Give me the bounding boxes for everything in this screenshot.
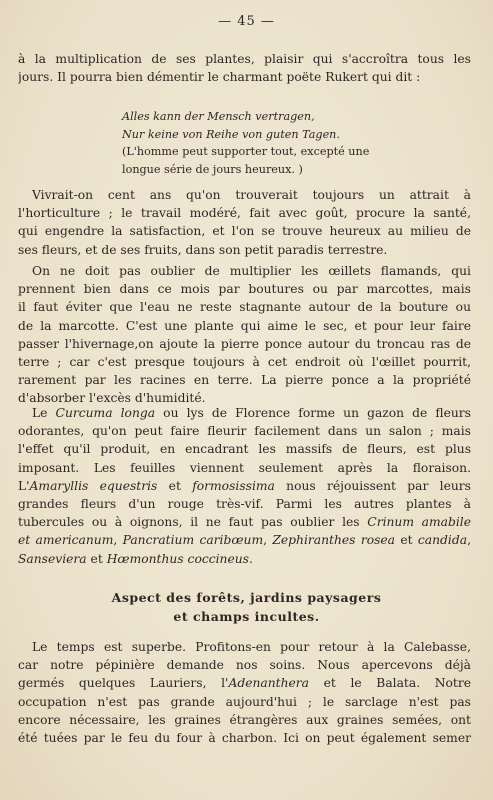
text-line: imposant. Les feuilles viennent seulement après la floraison. xyxy=(18,460,471,475)
text-line: ses fleurs, et de ses fruits, dans son petit paradis terrestre. xyxy=(18,242,388,257)
text-line: prennent bien dans ce mois par boutures ou par marcottes, mais xyxy=(18,282,471,297)
paragraph-calebasse xyxy=(18,638,471,747)
text-line: L'Amaryllis equestris et formosissima nous réjouissent par leurs xyxy=(18,478,471,493)
quote-line: Nur keine von Reihe von guten Tagen. xyxy=(122,127,340,141)
text-line: rarement par les racines en terre. La pierre ponce a la propriété xyxy=(18,373,471,388)
heading-line: Aspect des forêts, jardins paysagers xyxy=(111,590,382,605)
text-line: été tuées par le feu du four à charbon. Ici on peut également semer xyxy=(18,731,471,746)
text-line: encore nécessaire, les graines étrangères aux graines semées, ont xyxy=(18,712,471,727)
text-line: odorantes, qu'on peut faire fleurir facilement dans un salon ; mais xyxy=(18,424,471,439)
heading-line: et champs incultes. xyxy=(173,609,320,624)
text-line: l'effet qu'il produit, en encadrant les massifs de fleurs, est plus xyxy=(18,442,471,457)
text-line: tubercules ou à oignons, il ne faut pas oublier les Crinum amabile xyxy=(18,515,471,530)
paragraph-oeillets xyxy=(18,262,471,408)
text-line: Le Curcuma longa ou lys de Florence forme un gazon de fleurs xyxy=(32,406,471,420)
text-line: d'absorber l'excès d'humidité. xyxy=(18,391,206,406)
text-line: Sanseviera et Hœmonthus coccineus. xyxy=(18,551,253,566)
intro-paragraph xyxy=(18,50,471,86)
text-line: il faut éviter que l'eau ne reste stagnante autour de la bouture ou xyxy=(18,300,471,315)
text-line: Vivrait-on cent ans qu'on trouverait toujours un attrait à xyxy=(32,188,471,202)
text-line: jours. Il pourra bien démentir le charmant poëte Rukert qui dit : xyxy=(18,70,421,85)
quote-line: Alles kann der Mensch vertragen, xyxy=(122,110,315,123)
section-heading xyxy=(0,588,493,626)
text-line: et americanum, Pancratium caribœum, Zephiranthes rosea et candida, xyxy=(18,533,471,548)
text-line: On ne doit pas oublier de multiplier les œillets flamands, qui xyxy=(32,264,471,278)
paragraph-horticulture xyxy=(18,186,471,259)
text-line: Le temps est superbe. Profitons-en pour retour à la Calebasse, xyxy=(32,640,471,654)
text-line: l'horticulture ; le travail modéré, fait avec goût, procure la santé, xyxy=(18,206,471,221)
quote-line: longue série de jours heureux. ) xyxy=(122,162,303,176)
text-line: germés quelques Lauriers, l'Adenanthera et le Balata. Notre xyxy=(18,676,471,691)
text-line: à la multiplication de ses plantes, plaisir qui s'accroîtra tous les xyxy=(18,52,471,66)
text-line: passer l'hivernage,on ajoute la pierre ponce autour du troncau ras de xyxy=(18,336,471,351)
text-line: occupation n'est pas grande aujourd'hui ; le sarclage n'est pas xyxy=(18,694,471,709)
text-line: terre ; car c'est presque toujours à cet endroit où l'œillet pourrit, xyxy=(18,355,471,370)
text-line: de la marcotte. C'est une plante qui aime le sec, et pour leur faire xyxy=(18,318,471,333)
paragraph-curcuma xyxy=(18,404,471,568)
quote-line: (L'homme peut supporter tout, excepté une xyxy=(122,145,370,158)
text-line: qui engendre la satisfaction, et l'on se trouve heureux au milieu de xyxy=(18,224,471,239)
text-line: car notre pépinière demande nos soins. Nous apercevons déjà xyxy=(18,658,471,673)
page-number: — 45 — xyxy=(218,14,275,29)
text-line: grandes fleurs d'un rouge très-vif. Parmi les autres plantes à xyxy=(18,497,471,512)
quotation xyxy=(122,108,369,178)
